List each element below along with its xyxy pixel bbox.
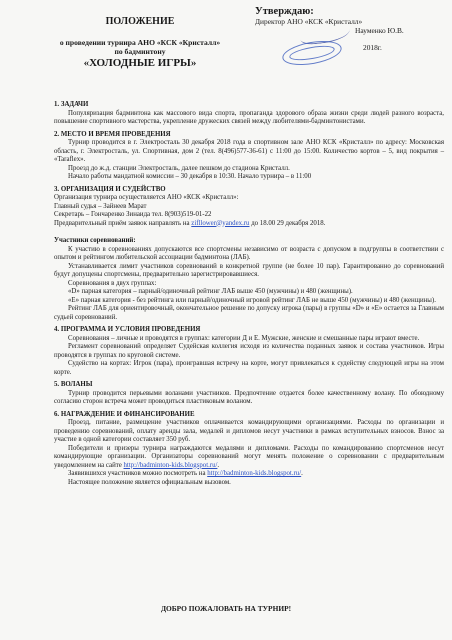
category-e-text: «E» парная категория - без рейтинга или парный/одиночный игровой рейтинг ЛАБ не выше 450 (мужчины) и 480 (женщины). [68, 296, 436, 304]
section-title-shuttlecocks: 5. ВОЛАНЫ [54, 381, 93, 388]
email-link[interactable]: zifllower@yandex.ru [191, 219, 250, 227]
applications-prefix: Предварительный приём заявок направлять на [54, 219, 192, 227]
approval-block [255, 6, 445, 52]
program-text-3: Судейство на кортах: Игрок (пара), проигравшая встречу на корте, могут привлекаться к судейству следующей игры на этом корте. [54, 360, 444, 376]
shuttlecocks-text: Турнир проводится перьевыми воланами участников. Предпочтение отдается более качественному волану. По обоюдному согласию сторон встреча может проводиться пластиковым воланом. [54, 389, 444, 405]
category-d-text: «D» парная категория – парный/одиночный рейтинг ЛАБ выше 450 (мужчины) и 480 (женщины). [68, 288, 353, 295]
tasks-text: Популяризация бадминтона как массового вида спорта, пропаганда здорового образа жизни среди людей разного возраста, повышение спортивного мастерства, укрепление дружеских связей между любителями-бадминтонистами. [54, 109, 444, 125]
approval-title: Утверждаю: [255, 6, 314, 17]
awards-text-2 [54, 445, 444, 471]
document-header [40, 16, 240, 70]
section-title-awards: 6. НАГРАЖДЕНИЕ И ФИНАНСИРОВАНИЕ [54, 410, 195, 418]
secretary-text: Секретарь – Гончаренко Зинаида тел. 8(903)519-01-22 [54, 211, 212, 218]
approval-name: Науменко Ю.В. [355, 26, 404, 35]
approval-date: 2018г. [363, 43, 382, 52]
awards-text-2-prefix: Победители и призеры турнира награждаются медалями и дипломами. Расходы по командированию спортсменов несут командирующие организации. Организаторы соревнований могут менять положение о соревновании с предварительным уведомлением на сайте [54, 444, 444, 469]
program-text-1: Соревнования – личные и проводятся в группах: категории Д и Е. Мужские, женские и смешанные пары играют вместе. [68, 334, 420, 342]
welcome-footer: ДОБРО ПОЖАЛОВАТЬ НА ТУРНИР! [160, 604, 292, 613]
section-title-program: 4. ПРОГРАММА И УСЛОВИЯ ПРОВЕДЕНИЯ [54, 326, 201, 333]
header-line-1: о проведении турнира АНО «КСК «Кристалл» [59, 38, 221, 47]
schedule-text: Начало работы мандатной комиссии – 30 декабря в 10:30. Начало турнира – в 11:00 [68, 173, 312, 180]
section-title-tasks: 1. ЗАДАЧИ [54, 101, 89, 108]
official-call-text: Настоящее положение является официальным вызовом. [68, 478, 231, 486]
website-link-2[interactable]: http://badminton-kids.blogspot.ru/ [207, 470, 302, 477]
applications-text [54, 220, 444, 229]
participants-list-prefix: Заявившихся участников можно посмотреть на [68, 470, 208, 477]
participants-list-text [54, 470, 444, 479]
tournament-name: «ХОЛОДНЫЕ ИГРЫ» [83, 57, 197, 69]
program-text-2: Регламент соревнований определяет Судейская коллегия исходя из количества поданных заявок и состава участников. Игры проводятся в группах по круговой системе. [54, 343, 444, 359]
awards-text-1: Проезд, питание, размещение участников оплачивается командирующими организациями. Расходы по организации и проведению соревнований, оплату аренды зала, медалей и дипломов несут участники в рамках вступительных взносов. Взнос за участие в одной категории составляет 350 руб. [54, 419, 444, 443]
awards-text-2-suffix: . [217, 461, 220, 469]
rating-note-text: Рейтинг ЛАБ для ориентировочный, окончательное решение по допуску игрока (пары) в группы «D» и «E» остается за Главным судьей соревнований. [54, 305, 444, 321]
participants-text-2: Устанавливается лимит участников соревнований в конкретной группе (не более 10 пар). Гарантированно до соревнований будут допущены спортсмены, предварительно зарегистрировавшиеся. [54, 262, 444, 278]
applications-deadline: до 18.00 29 декабря 2018. [249, 219, 326, 227]
header-line-2: по бадминтону [114, 47, 166, 56]
document-title: ПОЛОЖЕНИЕ [105, 16, 175, 27]
directions-text: Проезд до ж.д. станции Электросталь, далее пешком до стадиона Кристалл. [68, 164, 290, 172]
organizer-text: Организация турнира осуществляется АНО «КСК «Кристалл»: [54, 194, 239, 201]
participants-text-3: Соревнования в двух группах: [68, 279, 157, 287]
participants-text-1: К участию в соревнованиях допускаются все спортсмены независимо от возраста с допуском в подгруппы в соответствии с опытом и рейтингом любительской ассоциации бадминтона (ЛАБ). [54, 245, 444, 261]
section-title-place-time: 2. МЕСТО И ВРЕМЯ ПРОВЕДЕНИЯ [54, 130, 171, 138]
participants-title: Участники соревнований: [54, 237, 136, 244]
approval-director: Директор АНО «КСК «Кристалл» [255, 17, 363, 26]
place-time-text: Турнир проводится в г. Электросталь 30 декабря 2018 года в спортивном зале АНО КСК «Кристалл» по адресу: Московская область, г. Электросталь, ул. Спортивная, дом 2 (тел. 8(496)577-36-61) с 11:00 до 15:00. Количество кортов – 5, вид покрытия – «Taraflex». [54, 139, 444, 163]
document-body [54, 97, 444, 487]
chief-judge-text: Главный судья – Зайнеев Марат [54, 202, 147, 210]
participants-list-suffix: . [301, 470, 303, 477]
section-title-organization: 3. ОРГАНИЗАЦИЯ И СУДЕЙСТВО [54, 185, 166, 193]
website-link-1[interactable]: http://badminton-kids.blogspot.ru/ [123, 461, 218, 469]
